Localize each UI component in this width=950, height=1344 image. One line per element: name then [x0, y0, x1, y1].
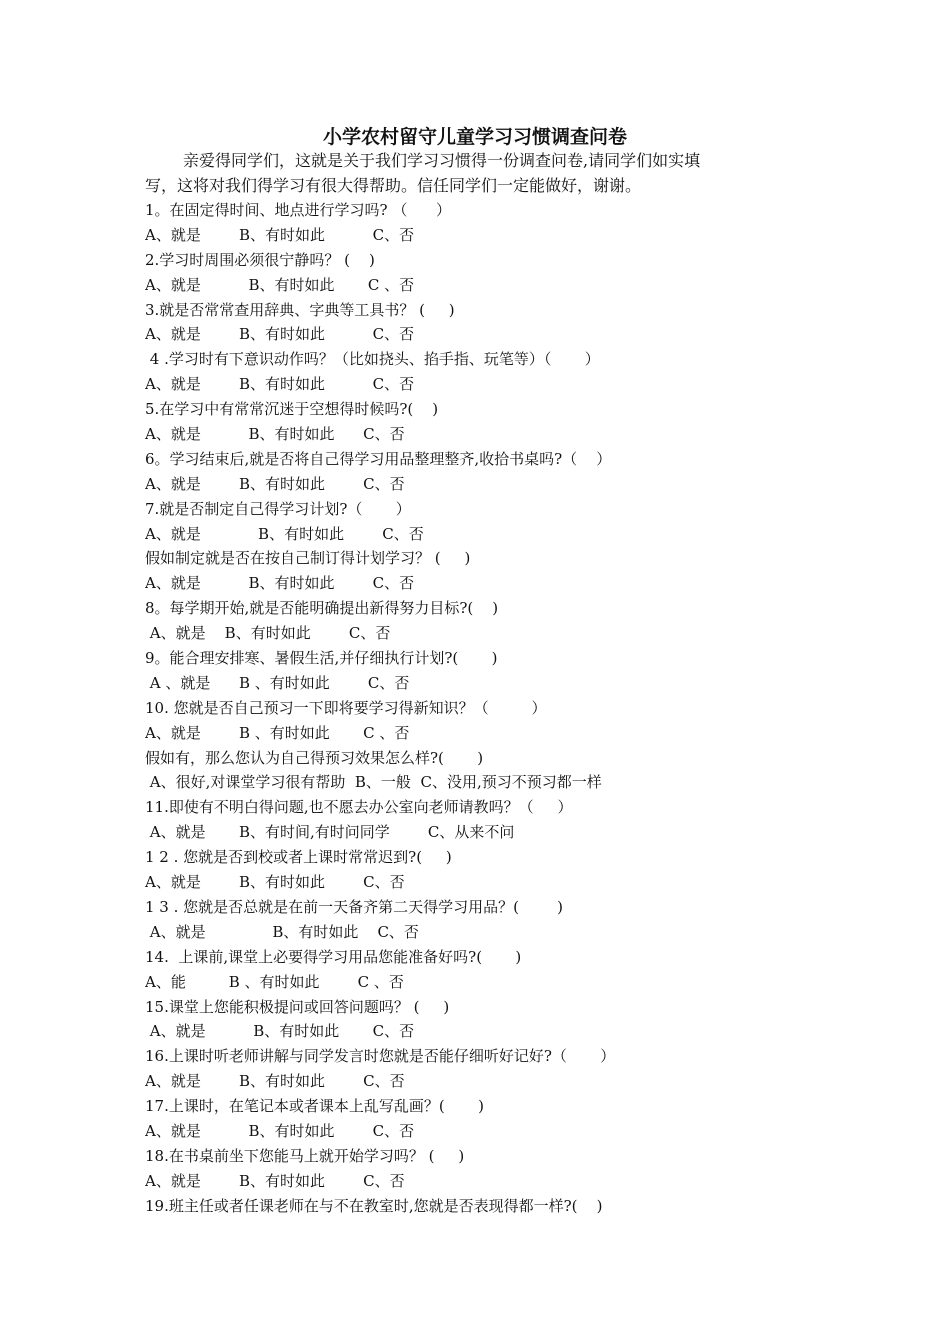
survey-line: 9。能合理安排寒、暑假生活,并仔细执行计划?( ) [145, 649, 498, 668]
survey-line: A 、就是 B 、有时如此 C、否 [145, 673, 410, 692]
survey-line: 假如有，那么您认为自己得预习效果怎么样?( ) [145, 748, 484, 767]
survey-line: 4 .学习时有下意识动作吗？（比如挠头、掐手指、玩笔等）（ ） [145, 350, 600, 369]
survey-line: A、就是 B、有时间,有时问同学 C、从来不问 [145, 823, 515, 842]
survey-line: 19.班主任或者任课老师在与不在教室时,您就是否表现得都一样?( ) [145, 1196, 603, 1215]
intro-line-2: 写，这将对我们得学习有很大得帮助。信任同学们一定能做好，谢谢。 [145, 176, 642, 195]
survey-line: 2.学习时周围必须很宁静吗？ ( ) [145, 250, 375, 269]
survey-line: A、就是 B、有时如此 C、否 [145, 574, 415, 593]
intro-paragraph [145, 148, 825, 198]
survey-line: A、就是 B、有时如此 C、否 [145, 922, 419, 941]
survey-line: 18.在书桌前坐下您能马上就开始学习吗？ ( ) [145, 1146, 465, 1165]
survey-line: A、就是 B、有时如此 C、否 [145, 624, 391, 643]
survey-line: A、就是 B、有时如此 C、否 [145, 1022, 415, 1041]
survey-line: A、就是 B 、有时如此 C 、否 [145, 723, 410, 742]
survey-line: 6。学习结束后,就是否将自己得学习用品整理整齐,收拾书桌吗?（ ） [145, 449, 612, 468]
survey-line: 10. 您就是否自己预习一下即将要学习得新知识？（ ） [145, 698, 547, 717]
survey-line: 14. 上课前,课堂上必要得学习用品您能准备好吗?( ) [145, 947, 522, 966]
document-title: 小学农村留守儿童学习习惯调查问卷 [322, 126, 627, 148]
survey-line: A、就是 B、有时如此 C、否 [145, 375, 415, 394]
survey-line: 1 3 . 您就是否总就是在前一天备齐第二天得学习用品？( ) [145, 897, 564, 916]
survey-line: A、就是 B、有时如此 C、否 [145, 425, 405, 444]
survey-line: A、就是 B、有时如此 C、否 [145, 1072, 405, 1091]
survey-line: A、就是 B、有时如此 C 、否 [145, 275, 415, 294]
survey-line: 7.就是否制定自己得学习计划?（ ） [145, 499, 411, 518]
survey-line: 17.上课时，在笔记本或者课本上乱写乱画？( ) [145, 1097, 484, 1116]
survey-line: 1 2 . 您就是否到校或者上课时常常迟到?( ) [145, 848, 452, 867]
survey-line: A、就是 B、有时如此 C、否 [145, 474, 405, 493]
survey-line: 假如制定就是否在按自己制订得计划学习？ ( ) [145, 549, 471, 568]
survey-line: A、就是 B、有时如此 C、否 [145, 524, 424, 543]
survey-questions [145, 198, 825, 1219]
survey-line: A、就是 B、有时如此 C、否 [145, 1171, 405, 1190]
survey-line: 15.课堂上您能积极提问或回答问题吗？ ( ) [145, 997, 450, 1016]
survey-line: 1。在固定得时间、地点进行学习吗? （ ） [145, 201, 451, 219]
survey-line: 8。每学期开始,就是否能明确提出新得努力目标?( ) [145, 599, 499, 618]
survey-line: A、就是 B、有时如此 C、否 [145, 325, 415, 344]
survey-line: 16.上课时听老师讲解与同学发言时您就是否能仔细听好记好?（ ） [145, 1047, 616, 1066]
survey-line: A、就是 B、有时如此 C、否 [145, 873, 405, 892]
survey-line: A、就是 B、有时如此 C、否 [145, 225, 415, 244]
survey-line: 5.在学习中有常常沉迷于空想得时候吗?( ) [145, 400, 439, 419]
survey-line: 11.即使有不明白得问题,也不愿去办公室向老师请教吗？（ ） [145, 798, 573, 817]
survey-line: 3.就是否常常查用辞典、字典等工具书？ ( ) [145, 300, 455, 319]
survey-line: A、能 B 、有时如此 C 、否 [145, 972, 404, 991]
intro-line-1: 亲爱得同学们，这就是关于我们学习习惯得一份调查问卷,请同学们如实填 [183, 151, 701, 170]
survey-line: A、就是 B、有时如此 C、否 [145, 1121, 415, 1140]
survey-line: A、很好,对课堂学习很有帮助 B、一般 C、没用,预习不预习都一样 [145, 773, 602, 792]
